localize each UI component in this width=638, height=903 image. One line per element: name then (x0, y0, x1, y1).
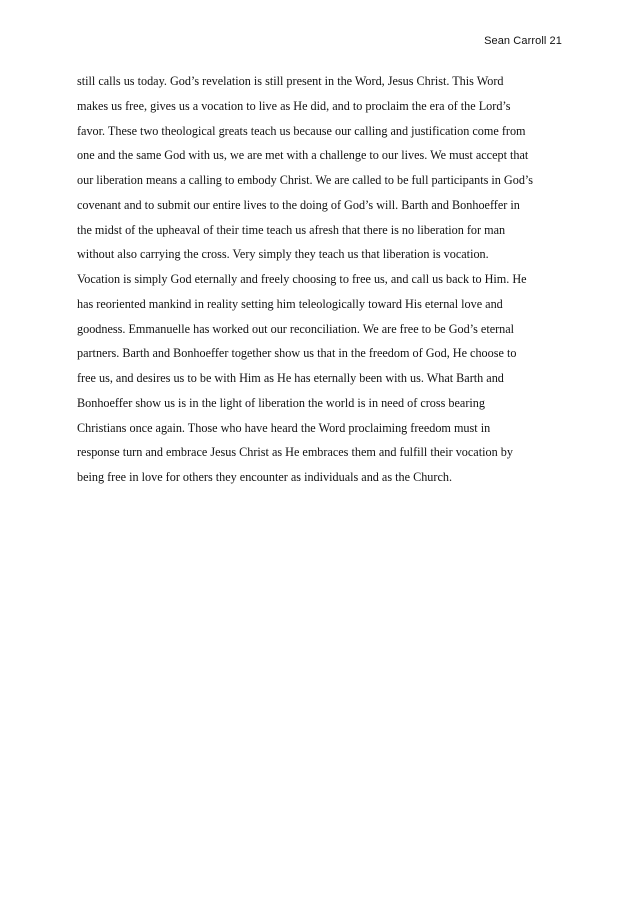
text-line: response turn and embrace Jesus Christ as He embraces them and fulfill their vocation by (77, 445, 513, 460)
text-line: being free in love for others they encounter as individuals and as the Church. (77, 470, 452, 484)
text-line: makes us free, gives us a vocation to live as He did, and to proclaim the era of the Lord’s (77, 98, 511, 113)
text-line: one and the same God with us, we are met with a challenge to our lives. We must accept that (77, 148, 529, 163)
running-header: Sean Carroll 21 (484, 35, 562, 47)
text-line: partners. Barth and Bonhoeffer together show us that in the freedom of God, He choose to (77, 346, 517, 361)
text-line: goodness. Emmanuelle has worked out our reconciliation. We are free to be God’s eternal (77, 321, 515, 336)
text-line: favor. These two theological greats teach us because our calling and justification come from (77, 123, 526, 138)
body-paragraph (77, 72, 577, 493)
text-line: still calls us today. God’s revelation is still present in the Word, Jesus Christ. This Word (77, 74, 504, 88)
text-line: the midst of the upheaval of their time teach us afresh that there is no liberation for man (77, 222, 506, 237)
text-line: without also carrying the cross. Very simply they teach us that liberation is vocation. (77, 247, 489, 262)
text-line: Vocation is simply God eternally and freely choosing to free us, and call us back to Him. He (77, 272, 527, 286)
text-line: our liberation means a calling to embody Christ. We are called to be full participants in God’s (77, 173, 534, 187)
text-line: Christians once again. Those who have heard the Word proclaiming freedom must in (77, 420, 491, 435)
text-line: free us, and desires us to be with Him as He has eternally been with us. What Barth and (77, 371, 504, 385)
text-line: Bonhoeffer show us is in the light of liberation the world is in need of cross bearing (77, 395, 485, 410)
text-line: has reoriented mankind in reality setting him teleologically toward His eternal love and (77, 296, 503, 311)
text-line: covenant and to submit our entire lives to the doing of God’s will. Barth and Bonhoeffer in (77, 197, 520, 212)
